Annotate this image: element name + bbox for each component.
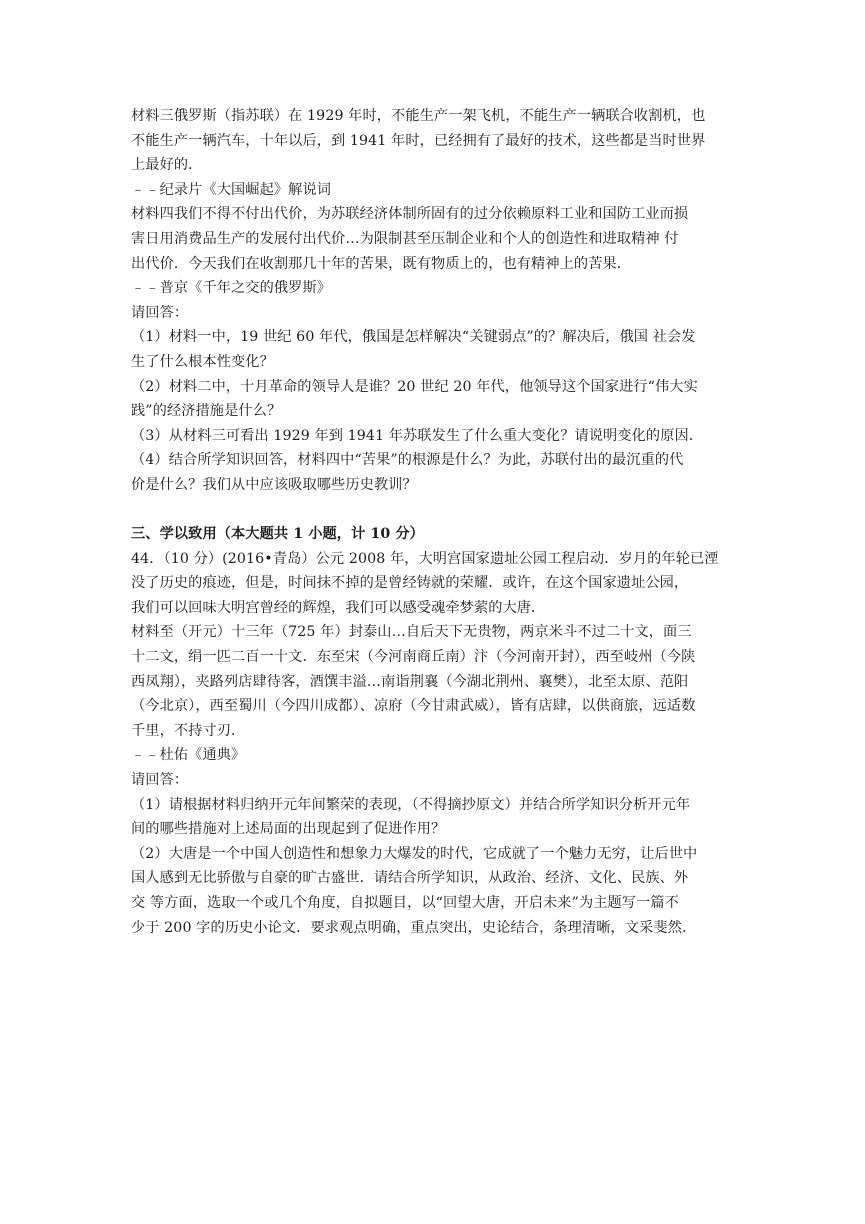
q43-question-2: （2）材料二中，十月革命的领导人是谁？20 世纪 20 年代，他领导这个国家进行“伟大实 践”的经济措施是什么？	[131, 378, 698, 420]
material-3-paragraph	[131, 104, 737, 178]
q44-prompt: 请回答：	[131, 772, 189, 789]
material-4-line: 害日用消费品生产的发展付出代价…为限制甚至压制企业和个人的创造性和进取精神 付	[131, 230, 679, 247]
material-4-paragraph	[131, 202, 737, 276]
q43-question-4: （4）结合所学知识回答，材料四中“苦果”的根源是什么？为此，苏联付出的最沉重的代 价是什么？我们从中应该吸取哪些历史教训？	[131, 452, 684, 493]
material-4-line: 材料四我们不得不付出代价，为苏联经济体制所固有的过分依赖原料工业和国防工业而损	[131, 206, 689, 223]
section-3-heading: 三、学以致用（本大题共 1 小题，计 10 分）	[131, 526, 424, 543]
q43-question-1: （1）材料一中，19 世纪 60 年代，俄国是怎样解决“关键弱点”的？解决后，俄国 社会发 生了什么根本性变化？	[131, 329, 696, 370]
q44-question-2: （2）大唐是一个中国人创造性和想象力大爆发的时代，它成就了一个魅力无穷，让后世中 国人感到无比骄傲与自豪的旷古盛世．请结合所学知识，从政治、经济、文化、民族、外 交 等方面，选取一个或几个角度，自拟题目，以“回望大唐，开启未来”为主题写一篇不 少于 200 字的历史小论文．要求观点明确，重点突出，史论结合，条理清晰，文采斐然．	[131, 845, 698, 936]
document-content	[131, 104, 737, 940]
material-4-line: 出代价．今天我们在收割那几十年的苦果，既有物质上的，也有精神上的苦果．	[131, 255, 632, 272]
section-spacer	[131, 498, 737, 523]
q44-material: 材料至（开元）十三年（725 年）封泰山…自后天下无贵物，两京米斗不过二十文，面三 十二文，绢一匹二百一十文．东至宋（今河南商丘南）汴（今河南开封），西至岐州（今陕 西凤翔），夹路列店肆待客，酒馔丰溢…南诣荆襄（今湖北荆州、襄樊），北至太原、范阳 （今北京），西至蜀川（今四川成都）、凉府（今甘肃武威），皆有店肆，以供商旅，远适数 千里，不持寸刃．	[131, 624, 696, 739]
q44-source: ﹣﹣杜佑《通典》	[131, 747, 246, 764]
material-3-line: 上最好的．	[131, 157, 203, 174]
material-4-source: ﹣﹣普京《千年之交的俄罗斯》	[131, 280, 332, 297]
q43-question-3: （3）从材料三可看出 1929 年到 1941 年苏联发生了什么重大变化？请说明变化的原因．	[131, 427, 704, 444]
material-3-line: 不能生产一辆汽车，十年以后，到 1941 年时，已经拥有了最好的技术，这些都是当时世界	[131, 132, 706, 149]
q44-question-1: （1）请根据材料归纳开元年间繁荣的表现，（不得摘抄原文）并结合所学知识分析开元年 间的哪些措施对上述局面的出现起到了促进作用？	[131, 796, 691, 838]
q43-prompt: 请回答：	[131, 304, 189, 321]
q44-intro: 44．（10 分）(2016•青岛）公元 2008 年，大明宫国家遗址公园工程启动．岁月的年轮已湮 没了历史的痕迹，但是，时间抹不掉的是曾经铸就的荣耀．或许，在这个国家遗址公园， 我们可以回味大明宫曾经的辉煌，我们可以感受魂牵梦萦的大唐．	[131, 550, 719, 616]
material-3-source: ﹣﹣纪录片《大国崛起》解说词	[131, 181, 332, 198]
material-3-line: 材料三俄罗斯（指苏联）在 1929 年时，不能生产一架飞机，不能生产一辆联合收割机，也	[131, 108, 706, 124]
